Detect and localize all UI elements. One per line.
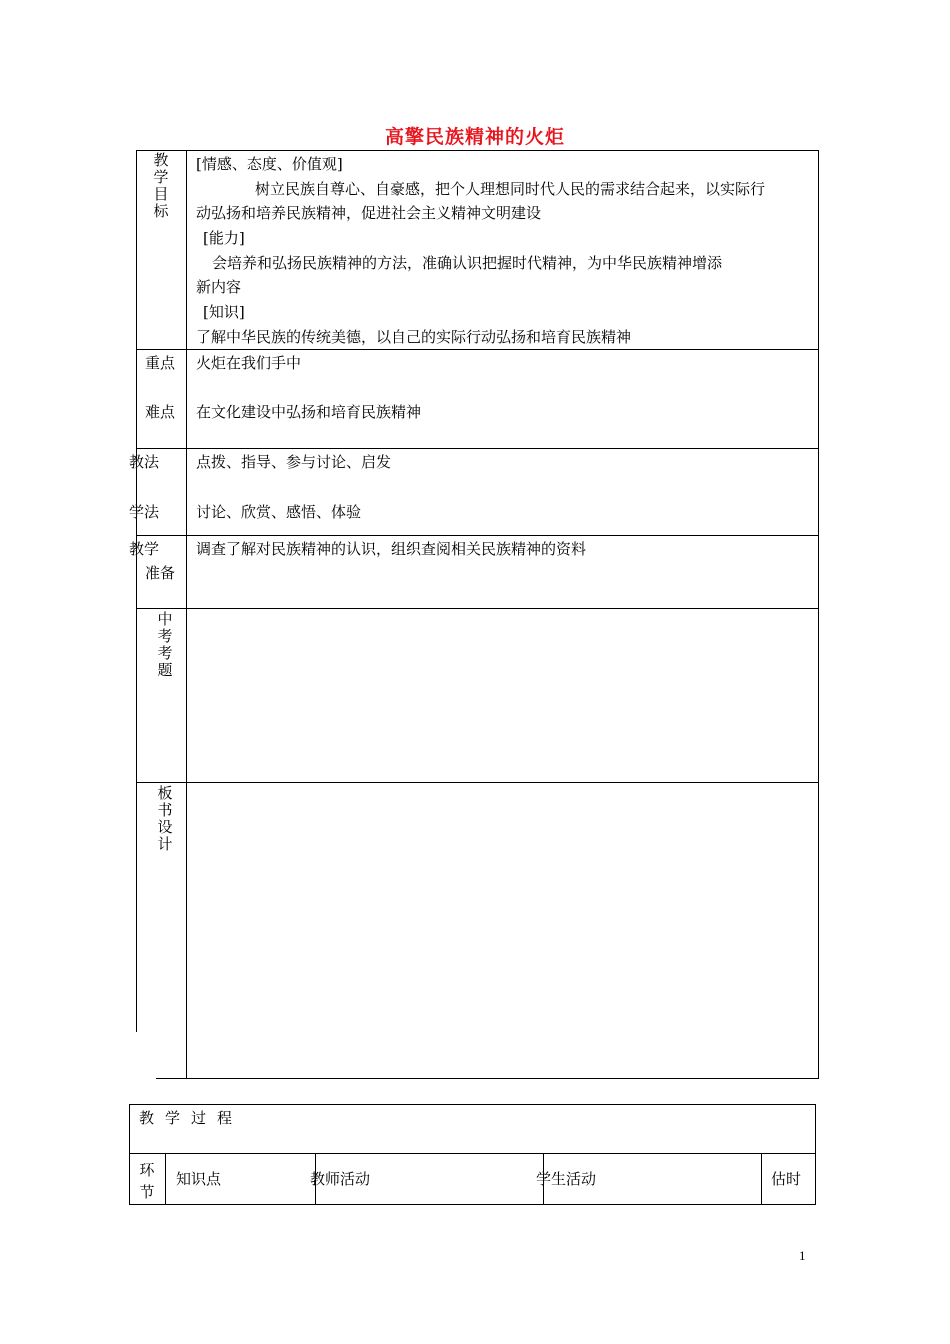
row-divider bbox=[136, 782, 819, 783]
emotion-header: [情感、态度、价值观] bbox=[196, 155, 343, 173]
ability-line: 新内容 bbox=[196, 278, 242, 296]
knowledge-line: 了解中华民族的传统美德，以自己的实际行动弘扬和培育民族精神 bbox=[196, 328, 632, 346]
process-border-bottom bbox=[129, 1204, 816, 1205]
teaching-method-label: 教法 bbox=[129, 453, 160, 471]
process-border-right bbox=[815, 1104, 816, 1205]
process-border-left bbox=[129, 1104, 130, 1205]
column-header-student: 学生活动 bbox=[536, 1170, 597, 1188]
process-header: 教学过程 bbox=[139, 1109, 244, 1127]
column-header-knowledge: 知识点 bbox=[176, 1170, 222, 1188]
difficult-point-text: 在文化建设中弘扬和培育民族精神 bbox=[196, 403, 422, 421]
key-point-text: 火炬在我们手中 bbox=[196, 354, 302, 372]
exam-questions-label: 中考考题 bbox=[157, 610, 173, 679]
emotion-line: 动弘扬和培养民族精神，促进社会主义精神文明建设 bbox=[196, 204, 542, 222]
emotion-line: 树立民族自尊心、自豪感，把个人理想同时代人民的需求结合起来，以实际行 bbox=[255, 180, 766, 198]
table-column-divider bbox=[186, 150, 187, 1079]
process-border-top bbox=[129, 1104, 816, 1105]
preparation-label: 准备 bbox=[145, 564, 176, 582]
board-design-label: 板书设计 bbox=[157, 784, 173, 853]
ability-line: 会培养和弘扬民族精神的方法，准确认识把握时代精神，为中华民族精神增添 bbox=[212, 254, 723, 272]
table-border-right bbox=[818, 150, 819, 1079]
learning-method-label: 学法 bbox=[129, 503, 160, 521]
row-divider bbox=[136, 349, 819, 350]
column-header-time: 估时 bbox=[771, 1170, 802, 1188]
table-border-top bbox=[136, 150, 819, 151]
row-divider bbox=[136, 535, 819, 536]
preparation-text: 调查了解对民族精神的认识，组织查阅相关民族精神的资料 bbox=[196, 540, 587, 558]
table-border-left bbox=[136, 150, 137, 1032]
preparation-label: 教学 bbox=[129, 540, 160, 558]
difficult-point-label: 难点 bbox=[145, 403, 176, 421]
key-point-label: 重点 bbox=[145, 354, 176, 372]
ability-header: [能力] bbox=[203, 229, 245, 247]
teaching-method-text: 点拨、指导、参与讨论、启发 bbox=[196, 453, 392, 471]
document-title: 高擎民族精神的火炬 bbox=[384, 126, 565, 148]
process-column-divider bbox=[165, 1153, 166, 1205]
row-divider bbox=[136, 608, 819, 609]
knowledge-header: [知识] bbox=[203, 303, 245, 321]
learning-method-text: 讨论、欣赏、感悟、体验 bbox=[196, 503, 362, 521]
process-row-divider bbox=[129, 1153, 816, 1154]
goals-label: 教学目标 bbox=[153, 151, 169, 220]
page-number: 1 bbox=[799, 1248, 806, 1263]
row-divider bbox=[136, 448, 819, 449]
column-header-stage: 环节 bbox=[139, 1161, 155, 1201]
process-column-divider bbox=[761, 1153, 762, 1205]
column-header-teacher: 教师活动 bbox=[310, 1170, 371, 1188]
table-border-bottom bbox=[156, 1078, 819, 1079]
